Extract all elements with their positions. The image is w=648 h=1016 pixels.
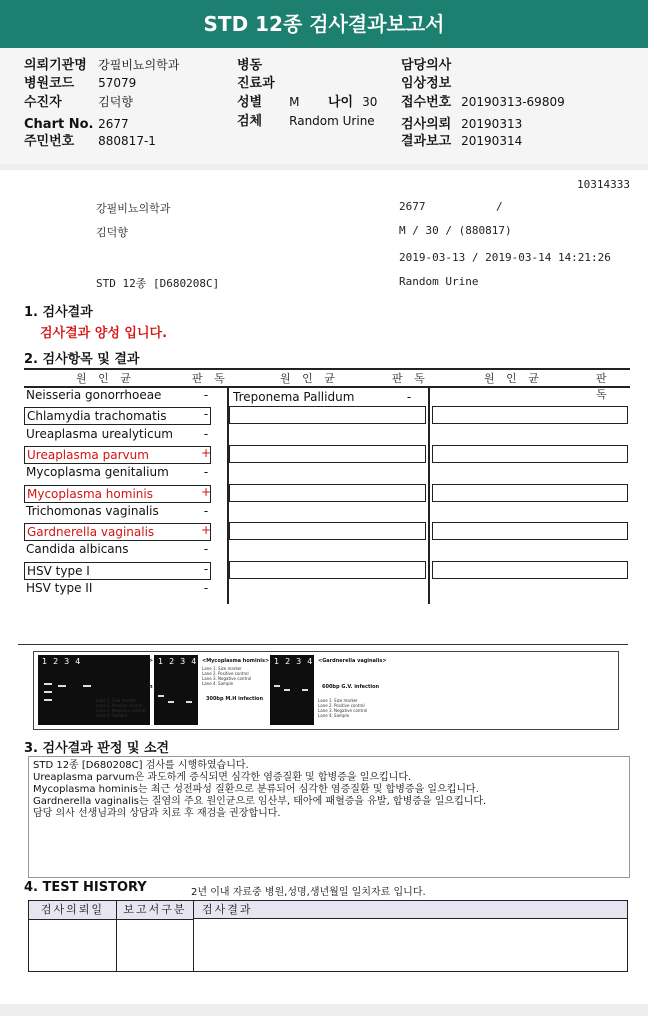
- empty-result-box: [432, 522, 628, 540]
- opinion-line: Ureaplasma parvum은 과도하게 증식되면 심각한 염증질환 및 합병증을 일으킵니다.: [33, 772, 412, 783]
- header-resident-no: 주민번호 880817-1: [24, 134, 156, 149]
- result-row-name: Neisseria gonorrhoeae: [26, 388, 162, 402]
- result-row-judgement: -: [203, 465, 209, 479]
- result-row-judgement: -: [203, 388, 209, 402]
- gel-title-2: <Mycoplasma hominis>: [202, 658, 270, 664]
- info-sex-age: M / 30 / (880817): [399, 224, 512, 237]
- header-separator: [0, 164, 648, 170]
- history-table: [28, 900, 628, 972]
- gel-lanes: 1234: [42, 657, 87, 666]
- judge-header-3: 판 독: [596, 372, 611, 401]
- result-row-name: HSV type I: [24, 562, 211, 580]
- item2-result: -: [406, 390, 412, 404]
- result-row-judgement: -: [203, 581, 209, 595]
- item2-name: Treponema Pallidum: [233, 390, 355, 404]
- gel-notes-1: Lane 1. Size marker Lane 2. Positive control Lane 3. Negative control Lane 4. Sample: [96, 698, 146, 718]
- gel-notes-3: Lane 1. Size marker Lane 2. Positive control Lane 3. Negative control Lane 4. Sample: [318, 698, 368, 718]
- section-divider: [18, 644, 628, 645]
- empty-result-box: [229, 522, 426, 540]
- result-row-judgement: -: [203, 504, 209, 518]
- empty-result-box: [229, 445, 426, 463]
- info-chart-slash: /: [496, 200, 503, 213]
- section1-title: 1. 검사결과: [24, 305, 93, 320]
- header-request-date: 검사의뢰 20190313: [401, 117, 523, 132]
- header-clinical-info: 임상정보: [401, 76, 452, 91]
- gel-title-1: <Ureaplasma parvum>: [88, 658, 154, 664]
- col-header-3: 원 인 균: [484, 372, 543, 385]
- opinion-box: [28, 756, 630, 878]
- result-row-judgement: +: [200, 485, 212, 499]
- gel-title-3: <Gardnerella vaginalis>: [318, 658, 387, 664]
- info-dates: 2019-03-13 / 2019-03-14 14:21:26: [399, 251, 611, 264]
- gel-annot-3: 600bp G.V. infection: [322, 684, 380, 690]
- result-row-name: Ureaplasma parvum: [24, 446, 211, 464]
- header-hospital-code: 병원코드 57079: [24, 76, 137, 91]
- opinion-line: STD 12종 [D680208C] 검사를 시행하였습니다.: [33, 760, 249, 771]
- history-col-date: 검사의뢰일: [29, 901, 116, 920]
- result-row-name: Mycoplasma hominis: [24, 485, 211, 503]
- header-report-date: 결과보고 20190314: [401, 134, 523, 149]
- history-note: 2년 이내 자료중 병원,성명,생년월일 일치자료 입니다.: [191, 887, 426, 898]
- result-row-name: Chlamydia trachomatis: [24, 407, 211, 425]
- positive-result: 검사결과 양성 입니다.: [40, 326, 168, 341]
- result-row-judgement: -: [203, 562, 209, 576]
- info-specimen: Random Urine: [399, 275, 479, 288]
- empty-result-box: [432, 445, 628, 463]
- empty-result-box: [432, 484, 628, 502]
- header-receipt-no: 접수번호 20190313-69809: [401, 95, 565, 110]
- opinion-line: Mycoplasma hominis는 최근 성전파성 질환으로 분류되어 심각한 염증질환 및 합병증을 일으킵니다.: [33, 784, 479, 795]
- column-divider: [428, 386, 430, 604]
- result-row-name: Trichomonas vaginalis: [26, 504, 159, 518]
- header-sex: 성별 M: [237, 95, 300, 110]
- page-footer: [0, 1004, 648, 1016]
- judge-header-2: 판 독: [392, 372, 429, 385]
- gel-notes-2: Lane 1. Size marker Lane 2. Positive control Lane 3. Negative control Lane 4. Sample: [202, 666, 252, 686]
- empty-result-box: [229, 484, 426, 502]
- gel-lanes: 1234: [274, 657, 319, 666]
- header-patient: 수진자 김덕향: [24, 95, 133, 110]
- gel-image-gardnerella: [270, 655, 319, 725]
- info-chart: 2677: [399, 200, 426, 213]
- header-specimen: 검체 Random Urine: [237, 114, 375, 129]
- result-row-name: HSV type II: [26, 581, 93, 595]
- header-chart-no: Chart No. 2677: [24, 117, 129, 132]
- gel-lanes: 1234: [158, 657, 203, 666]
- header-ward: 병동: [237, 58, 263, 73]
- opinion-line: Gardnerella vaginalis는 질염의 주요 원인균으로 임산부, 태아에 패혈증을 유발, 합병증을 일으킵니다.: [33, 796, 487, 807]
- report-header: [0, 48, 648, 164]
- judge-header-1: 판 독: [192, 372, 229, 385]
- result-row-judgement: +: [200, 523, 212, 537]
- header-clinic: 의뢰기관명 강필비뇨의학과: [24, 58, 180, 73]
- gel-images: [33, 651, 619, 730]
- specimen-code: 10314333: [577, 178, 630, 191]
- gel-annot-1: 550bp U.P. infection: [96, 684, 153, 690]
- history-divider: [193, 901, 194, 971]
- history-col-result: 검사결과: [194, 901, 627, 919]
- result-row-judgement: -: [203, 407, 209, 421]
- gel-image-mycoplasma: [154, 655, 203, 725]
- result-row-judgement: -: [203, 542, 209, 556]
- info-test: STD 12종 [D680208C]: [96, 277, 220, 290]
- result-row-name: Candida albicans: [26, 542, 129, 556]
- opinion-line: 담당 의사 선생님과의 상담과 치료 후 재검을 권장합니다.: [33, 808, 281, 819]
- info-clinic: 강필비뇨의학과: [96, 202, 171, 215]
- section4-title: 4. TEST HISTORY: [24, 880, 147, 895]
- result-row-name: Gardnerella vaginalis: [24, 523, 211, 541]
- empty-result-box: [229, 561, 426, 579]
- header-department: 진료과: [237, 76, 275, 91]
- result-row-name: Ureaplasma urealyticum: [26, 427, 173, 441]
- col-header-1: 원 인 균: [76, 372, 135, 385]
- section2-title: 2. 검사항목 및 결과: [24, 352, 140, 367]
- info-name: 김덕향: [96, 226, 128, 239]
- header-doctor: 담당의사: [401, 58, 452, 73]
- gel-annot-2: 300bp M.H infection: [206, 696, 264, 702]
- empty-result-box: [432, 561, 628, 579]
- header-age: 나이 30: [328, 95, 378, 110]
- empty-result-box: [432, 406, 628, 424]
- empty-result-box: [229, 406, 426, 424]
- result-row-judgement: -: [203, 427, 209, 441]
- history-divider: [116, 901, 117, 971]
- result-row-judgement: +: [200, 446, 212, 460]
- report-title: STD 12종 검사결과보고서: [0, 0, 648, 48]
- col-header-2: 원 인 균: [280, 372, 339, 385]
- history-col-type: 보고서구분: [117, 901, 193, 920]
- result-row-name: Mycoplasma genitalium: [26, 465, 169, 479]
- section3-title: 3. 검사결과 판정 및 소견: [24, 741, 170, 756]
